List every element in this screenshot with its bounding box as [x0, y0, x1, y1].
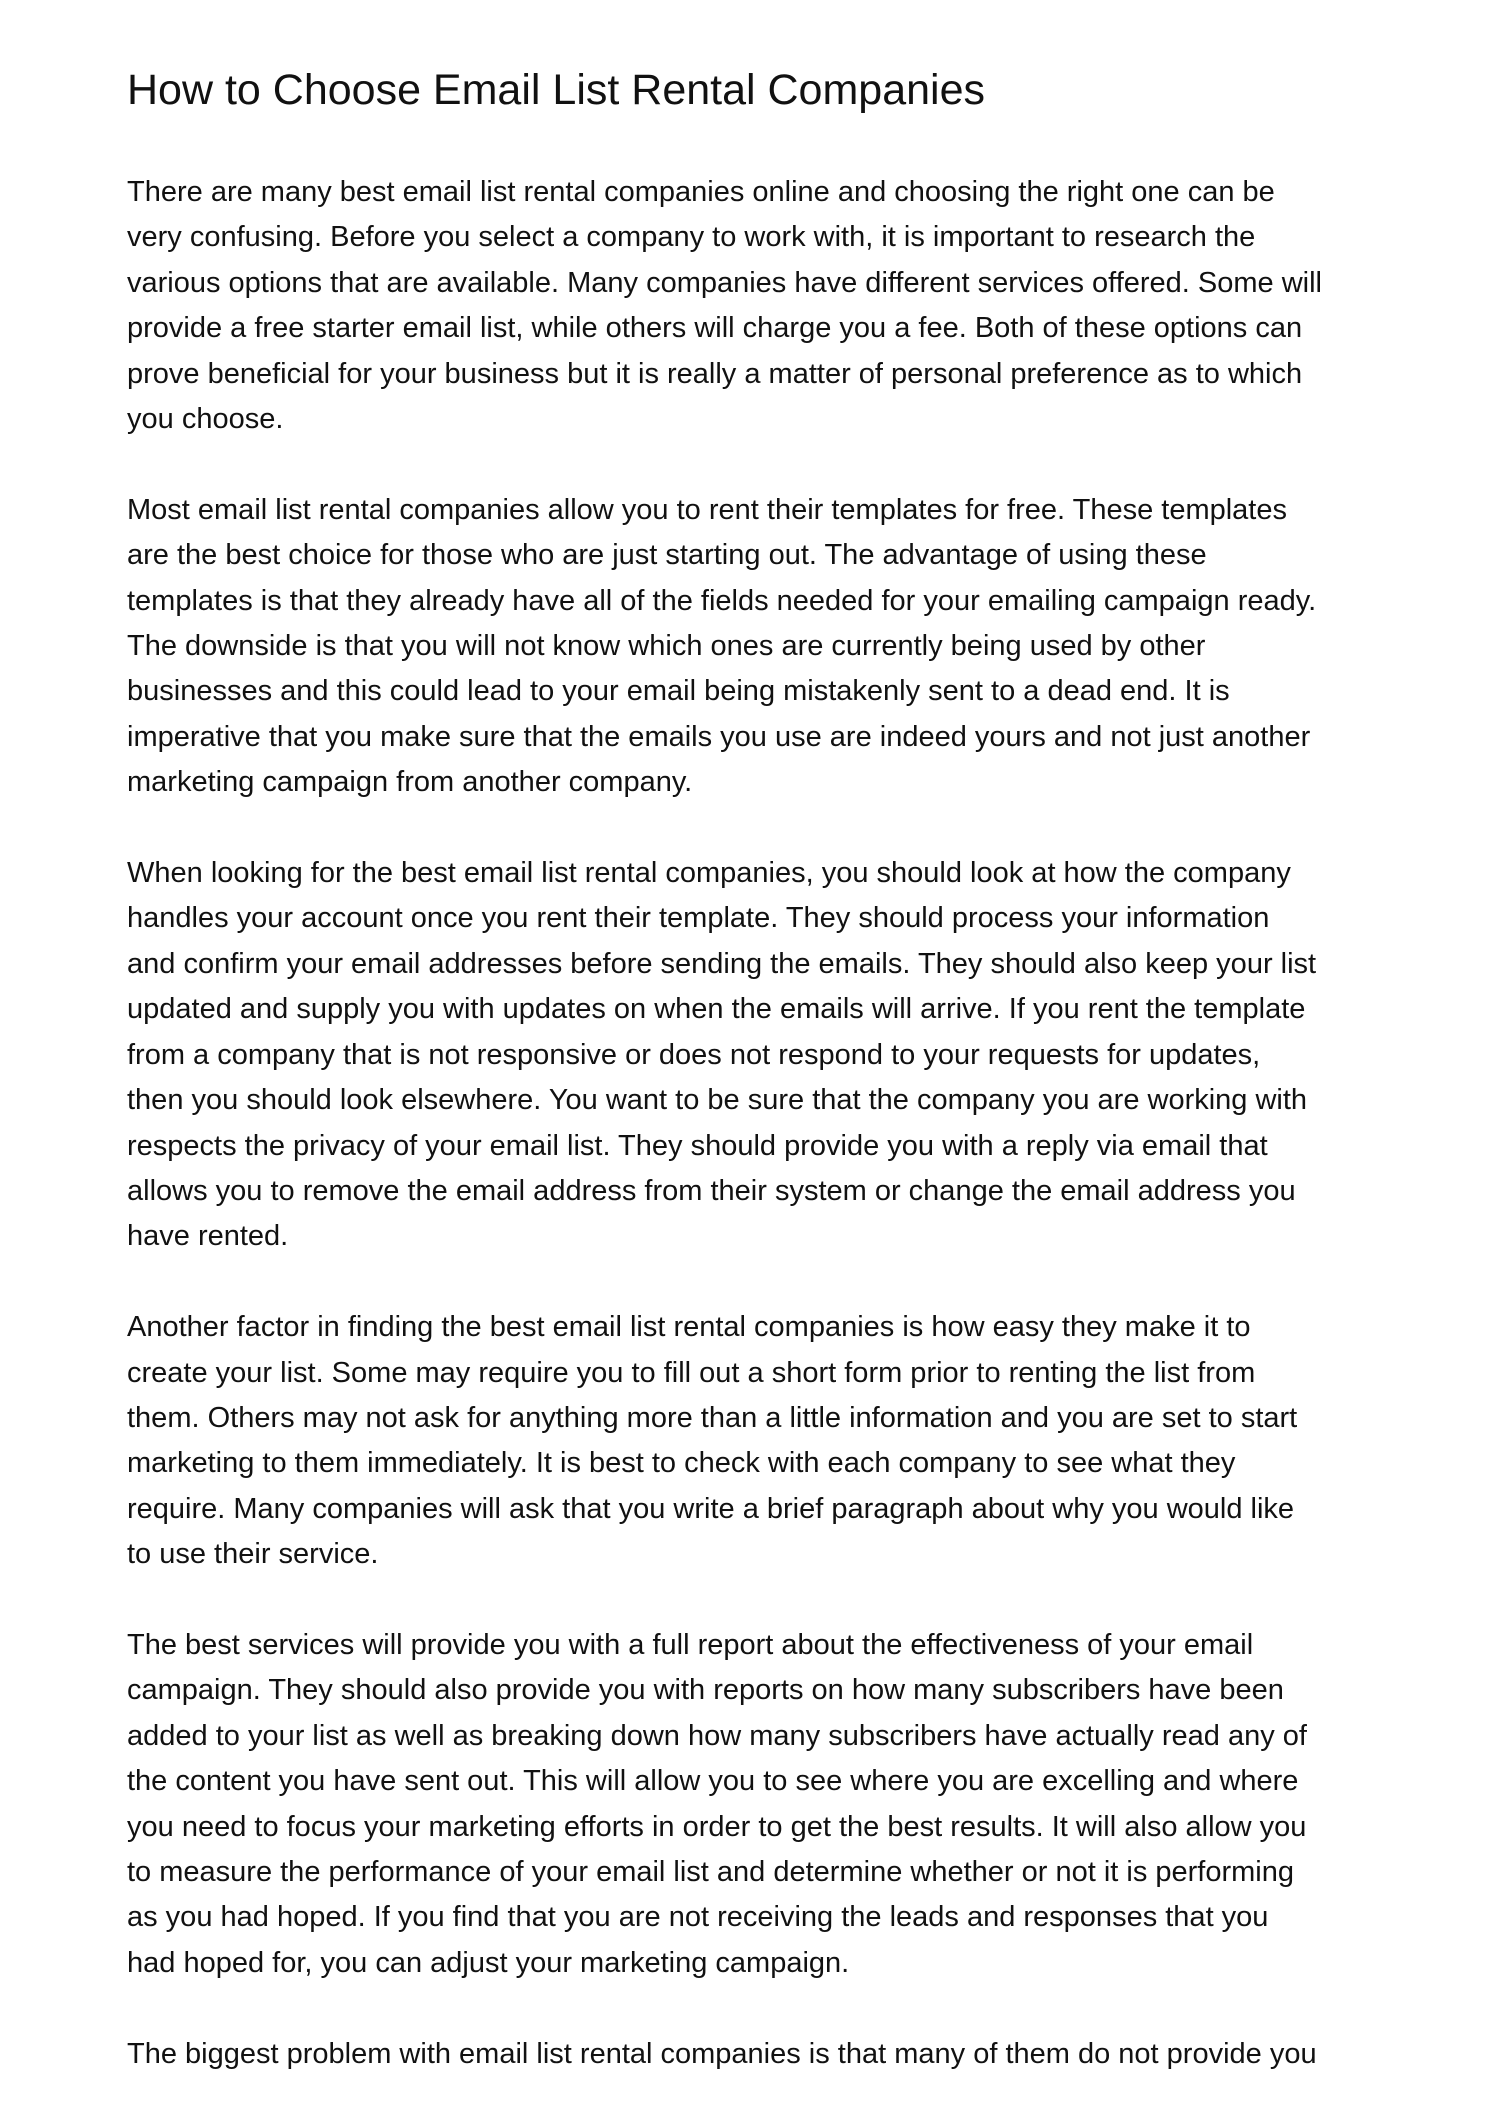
- paragraph-line: marketing campaign from another company.: [127, 766, 693, 799]
- paragraph-line: imperative that you make sure that the emails you use are indeed yours and not just another: [127, 720, 1311, 753]
- paragraph-line: prove beneficial for your business but it is really a matter of personal preference as to which: [127, 357, 1303, 390]
- paragraph-line: The best services will provide you with a full report about the effectiveness of your email: [127, 1628, 1254, 1661]
- paragraph-line: campaign. They should also provide you with reports on how many subscribers have been: [127, 1674, 1284, 1707]
- paragraph-line: businesses and this could lead to your email being mistakenly sent to a dead end. It is: [127, 675, 1230, 708]
- article-body: [127, 170, 1322, 2122]
- paragraph: [127, 1623, 1322, 1986]
- paragraph-line: marketing to them immediately. It is best to check with each company to see what they: [127, 1447, 1236, 1480]
- paragraph-line: handles your account once you rent their template. They should process your information: [127, 902, 1270, 935]
- paragraph-line: to measure the performance of your email list and determine whether or not it is performing: [127, 1855, 1294, 1888]
- paragraph-line: very confusing. Before you select a company to work with, it is important to research the: [127, 221, 1256, 254]
- paragraph-line: The downside is that you will not know which ones are currently being used by other: [127, 630, 1206, 663]
- paragraph-line: respects the privacy of your email list. They should provide you with a reply via email that: [127, 1129, 1268, 1162]
- paragraph-line: The biggest problem with email list rental companies is that many of them do not provide you: [127, 2037, 1317, 2070]
- paragraph-line: you choose.: [127, 403, 284, 436]
- paragraph-line: as you had hoped. If you find that you are not receiving the leads and responses that you: [127, 1901, 1269, 1934]
- paragraph-line: and confirm your email addresses before sending the emails. They should also keep your list: [127, 947, 1317, 980]
- paragraph-line: you need to focus your marketing efforts in order to get the best results. It will also allow you: [127, 1810, 1307, 1843]
- paragraph-line: to use their service.: [127, 1538, 379, 1571]
- page-title: How to Choose Email List Rental Companies: [127, 66, 986, 114]
- paragraph-line: updated and supply you with updates on when the emails will arrive. If you rent the template: [127, 993, 1306, 1026]
- paragraph: [127, 170, 1322, 442]
- paragraph-line: are the best choice for those who are just starting out. The advantage of using these: [127, 539, 1207, 572]
- paragraph-line: require. Many companies will ask that you write a brief paragraph about why you would like: [127, 1492, 1295, 1525]
- paragraph-line: had hoped for, you can adjust your marketing campaign.: [127, 1946, 850, 1979]
- paragraph-line: added to your list as well as breaking down how many subscribers have actually read any of: [127, 1719, 1307, 1752]
- paragraph-line: them. Others may not ask for anything more than a little information and you are set to start: [127, 1401, 1298, 1434]
- paragraph-line: There are many best email list rental companies online and choosing the right one can be: [127, 176, 1275, 208]
- paragraph: [127, 851, 1322, 1260]
- paragraph-line: have rented.: [127, 1220, 289, 1253]
- paragraph-line: When looking for the best email list rental companies, you should look at how the company: [127, 857, 1291, 890]
- paragraph: [127, 2032, 1322, 2077]
- paragraph-line: Most email list rental companies allow you to rent their templates for free. These templates: [127, 493, 1287, 526]
- paragraph-line: various options that are available. Many companies have different services offered. Some will: [127, 266, 1323, 299]
- paragraph-line: the content you have sent out. This will allow you to see where you are excelling and where: [127, 1765, 1299, 1798]
- paragraph-line: create your list. Some may require you to fill out a short form prior to renting the list from: [127, 1356, 1256, 1389]
- paragraph-line: Another factor in finding the best email list rental companies is how easy they make it to: [127, 1311, 1251, 1344]
- paragraph: [127, 1305, 1322, 1577]
- paragraph: [127, 488, 1322, 806]
- paragraph-line: then you should look elsewhere. You want to be sure that the company you are working with: [127, 1084, 1308, 1117]
- paragraph-line: allows you to remove the email address from their system or change the email address you: [127, 1174, 1296, 1207]
- paragraph-line: from a company that is not responsive or does not respond to your requests for updates,: [127, 1038, 1261, 1071]
- paragraph-line: provide a free starter email list, while others will charge you a fee. Both of these options can: [127, 312, 1303, 345]
- paragraph-line: templates is that they already have all of the fields needed for your emailing campaign ready.: [127, 584, 1317, 617]
